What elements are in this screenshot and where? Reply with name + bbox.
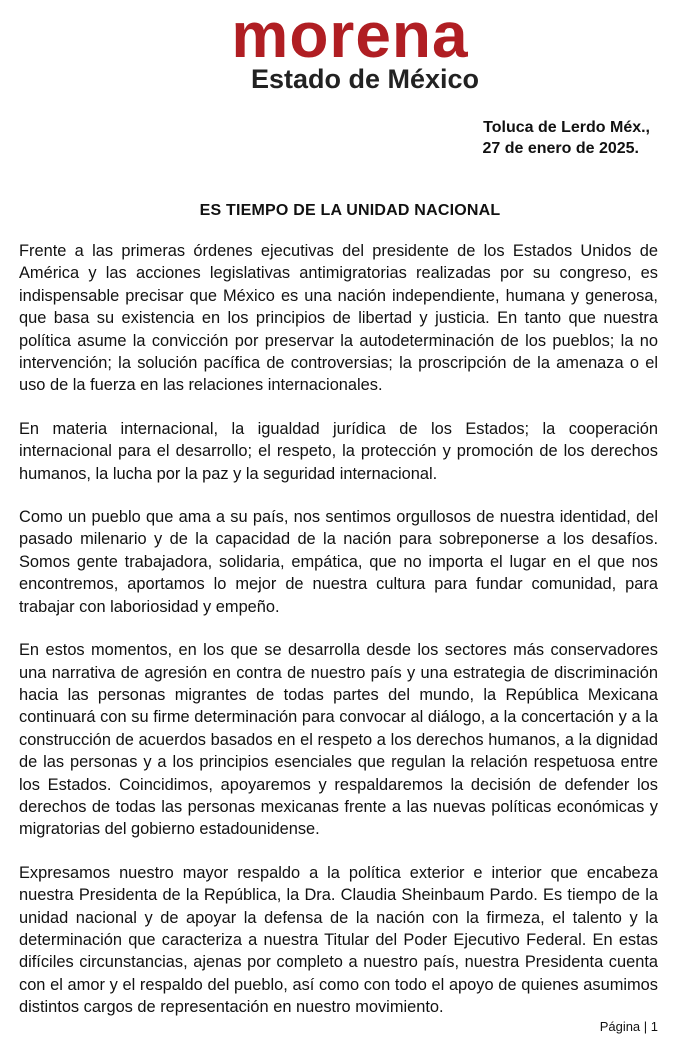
paragraph-1: Frente a las primeras órdenes ejecutivas del presidente de los Estados Unidos de América y las acciones legislativas antimigratorias realizadas por su congreso, es indispensable precisar que México es una nación independiente, humana y generosa, que basa su existencia en los principios de libertad y justicia. En tanto que nuestra política asume la convicción por preservar la autodeterminación de los pueblos; la no intervención; la solución pacífica de controversias; la proscripción de la amenaza o el uso de la fuerza en las relaciones internacionales. (19, 242, 658, 395)
dateline-date: 27 de enero de 2025. (482, 140, 639, 157)
logo-subtitle: Estado de México (250, 64, 480, 94)
document-title: ES TIEMPO DE LA UNIDAD NACIONAL (199, 202, 501, 219)
dateline-place: Toluca de Lerdo Méx., (483, 119, 650, 136)
paragraph-3: Como un pueblo que ama a su país, nos sentimos orgullosos de nuestra identidad, del pasado milenario y de la capacidad de la nación para sobreponerse a los desafíos. Somos gente trabajadora, solidaria, empática, que no importa el lugar en el que nos encontremos, aportamos lo mejor de nuestra cultura para fundar comunidad, para trabajar con laboriosidad y empeño. (19, 508, 658, 616)
paragraph-2: En materia internacional, la igualdad jurídica de los Estados; la cooperación internacional para el desarrollo; el respeto, la protección y promoción de los derechos humanos, la lucha por la paz y la seguridad internacional. (19, 419, 658, 483)
page-number: Página | 1 (599, 1019, 658, 1034)
paragraph-4: En estos momentos, en los que se desarrolla desde los sectores más conservadores una narrativa de agresión en contra de nuestro país y una estrategia de discriminación hacia las personas migrantes de todas partes del mundo, la República Mexicana continuará con su firme determinación para convocar al diálogo, a la concertación y a la construcción de acuerdos basados en el respeto a los derechos humanos, a la dignidad de las personas y a los principios esenciales que regulan la relación respetuosa entre los Estados. Coincidimos, apoyaremos y respaldaremos la decisión de defender los derechos de todas las personas mexicanas frente a las nuevas políticas económicas y migratorias del gobierno estadounidense. (19, 641, 658, 839)
dateline (482, 117, 650, 159)
document-body (19, 240, 658, 1040)
logo-wordmark: morena (231, 0, 469, 71)
party-logo (0, 0, 700, 94)
paragraph-5: Expresamos nuestro mayor respaldo a la política exterior e interior que encabeza nuestra Presidenta de la República, la Dra. Claudia Sheinbaum Pardo. Es tiempo de la unidad nacional y de apoyar la defensa de la nación con la firmeza, el talento y la determinación que caracteriza a nuestra Titular del Poder Ejecutivo Federal. En estas difíciles circunstancias, ajenas por completo a nuestro país, nuestra Presidenta cuenta con el amor y el respaldo del pueblo, así como con todo el apoyo de quienes asumimos distintos cargos de representación en nuestro movimiento. (19, 863, 658, 1017)
